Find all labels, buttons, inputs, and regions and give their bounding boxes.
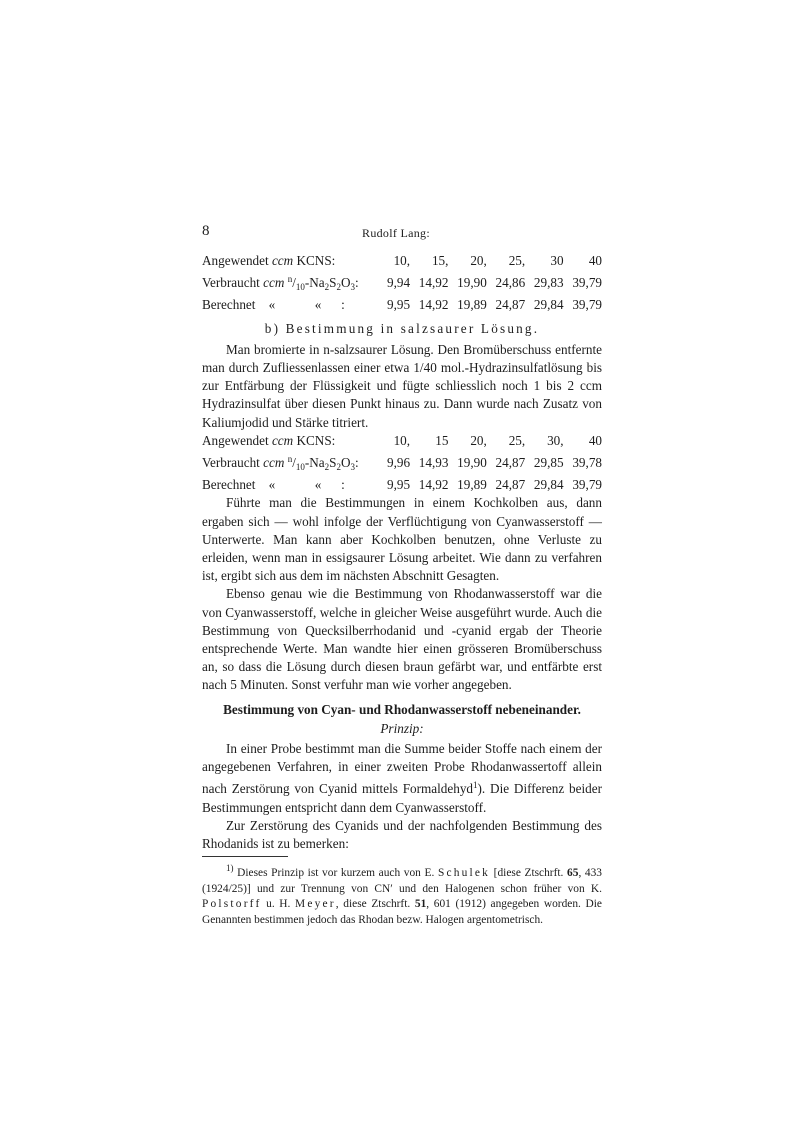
paragraph-cyanwasserstoff: Ebenso genau wie die Bestimmung von Rhodanwasserstoff war die von Cyanwasserstoff, welche in gleicher Weise ausgeführt wurde. Auch die Bestimmung von Quecksilberrhodanid und -cyanid ergab der Theorie entsprechende Werte. Man wandte hier einen grösseren Bromüberschuss an, so dass die Lösung durch diesen braun gefärbt war, und entfärbte erst nach 5 Minuten. Sonst verfuhr man wie vorher angegeben. [202,586,602,693]
footnote-ref: 1 [473,780,478,791]
table-cell: 24,87 [495,477,526,493]
table-cell: 20, [470,253,487,268]
section-subheading: Prinzip: [380,720,424,736]
table-cell: 29,84 [533,477,564,493]
volume-number: 65 [567,867,579,880]
paragraph-prinzip [202,740,602,817]
table-cell: 15, [431,253,449,268]
row-label: Angewendet ccm KCNS: [202,253,336,268]
table-cell: 14,93 [418,455,449,471]
author-name: Polstorff [202,898,262,911]
footnote-text: [diese Ztschrft. [490,867,568,880]
paragraph-zerstoerung: Zur Zerstörung des Cyanids und der nachfolgenden Bestimmung des Rhodanids ist zu bemerken: [202,817,602,852]
footnote-text: , 433 (1924/25)] und zur Trennung von CN′ und den Halogenen schon früher von K. [202,867,602,895]
table-row [202,296,602,314]
author-name: Schulek [437,867,491,880]
row-label: Angewendet ccm KCNS: [202,432,336,448]
table-cell: 15 [435,432,449,448]
table-cell: 19,89 [457,297,487,313]
page-body [202,252,602,929]
paragraph-kochkolben: Führte man die Bestimmungen in einem Kochkolben aus, dann ergaben sich — wohl infolge der Verflüchtigung von Cyanwasserstoff — Unterwerte. Man kann aber Kochkolben benutzen, ohne Verluste zu erleiden, wenn man in essigsaurer Lösung arbeitet. Wie dann zu verfahren ist, ergibt sich aus dem im nächsten Abschnitt Gesagten. [202,495,602,584]
titration-table-2 [202,432,602,495]
section-heading: Bestimmung von Cyan- und Rhodanwasserstoff nebeneinander. [223,701,581,717]
footnote-text: Dieses Prinzip ist vor kurzem auch von E. [237,867,438,880]
table-cell: 9,95 [386,297,411,313]
table-cell: 24,87 [495,455,526,471]
table-cell: 14,92 [418,477,449,493]
table-row [202,432,602,450]
table-cell: 24,86 [495,275,526,291]
row-label: Verbraucht ccm $^n/_{10}-Na_2S_2O_3$: [202,274,359,293]
table-cell: 25, [508,253,526,268]
table-cell: 39,78 [572,455,602,471]
table-cell: 39,79 [572,297,602,313]
table-cell: 40 [588,253,602,268]
footnote-mark: 1) [226,863,234,874]
table-cell: 29,85 [533,455,564,471]
table-cell: 24,87 [495,297,526,313]
footnote-rule [202,856,288,857]
author-name: Meyer [295,898,336,911]
titration-table-1 [202,252,602,315]
table-cell: 40 [588,432,602,448]
footnote [202,861,602,928]
table-cell: 29,83 [533,275,564,291]
page-number: 8 [202,223,210,239]
table-cell: 9,96 [386,455,411,471]
table-cell: 10, [393,253,411,268]
table-row [202,270,602,296]
table-cell: 39,79 [572,477,602,493]
table-cell: 14,92 [418,275,449,291]
table-row [202,476,602,494]
table-cell: 10, [393,432,411,448]
row-label: Berechnet « « : [202,477,345,493]
table-cell: 25, [508,432,526,448]
table-cell: 30 [550,253,564,268]
footnote-text: , diese Ztschrft. [335,898,415,911]
paragraph-text: ). Die Differenz beider Bestimmungen entspricht dann dem Cyanwasserstoff. [202,781,602,815]
paragraph-text: In einer Probe bestimmt man die Summe beider Stoffe nach einem der angegebenen Verfahren, in einer zweiten Probe Rhodanwassertoff allein nach Zerstörung von Cyanid mittels Formaldehyd [202,741,602,797]
table-cell: 14,92 [418,297,449,313]
table-cell: 19,90 [457,455,487,471]
footnote-text: , 601 (1912) angegeben worden. Die Genannten bestimmen jedoch das Rhodan bezw. Halogen argentometrisch. [202,898,602,927]
table-cell: 19,90 [457,275,487,291]
table-cell: 39,79 [572,275,602,291]
table-row [202,252,602,270]
row-label: Berechnet « « : [202,297,345,313]
running-head: Rudolf Lang: [362,226,430,240]
table-cell: 20, [470,432,487,448]
volume-number: 51 [414,898,427,911]
table-row [202,450,602,476]
section-b-paragraph: Man bromierte in n-salzsaurer Lösung. Den Bromüberschuss entfernte man durch Zufliessenlassen einer etwa 1/40 mol.-Hydrazinsulfatlösung bis zur Entfärbung der Flüssigkeit und fügte schliesslich noch 1 bis 2 ccm Hydrazinsulfat über diesen Punkt hinaus zu. Dann wurde nach Zusatz von Kaliumjodid und Stärke titriert. [202,341,602,430]
row-label: Verbraucht ccm $^n/_{10}-Na_2S_2O_3$: [202,454,359,473]
footnote-text: u. H. [261,898,296,911]
table-cell: 19,89 [457,477,487,493]
table-cell: 9,95 [386,477,411,493]
table-cell: 9,94 [386,275,411,291]
table-cell: 29,84 [533,297,564,313]
table-cell: 30, [547,432,564,448]
section-b-title: b) Bestimmung in salzsaurer Lösung. [264,320,540,336]
